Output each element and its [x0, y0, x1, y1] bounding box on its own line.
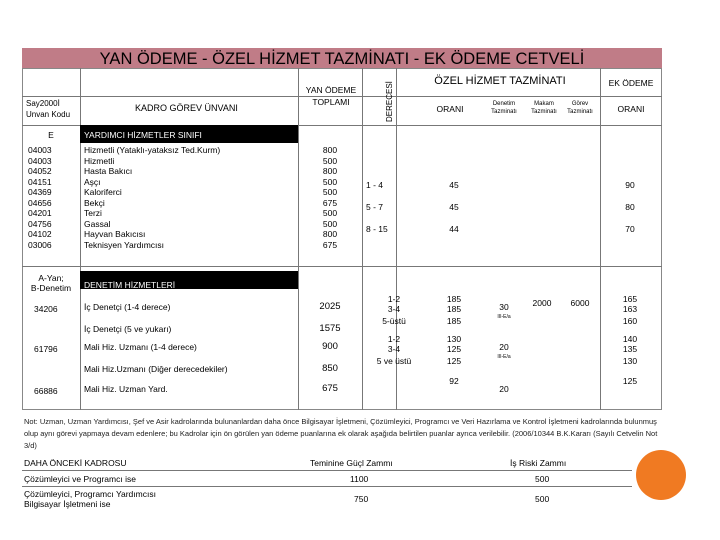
degree-header: DERECESİ — [385, 81, 394, 122]
table-cell: 44 — [449, 224, 459, 234]
table-cell: 20 — [499, 342, 509, 352]
table-cell: Hizmetli (Yataklı-yataksız Ted.Kurm) — [84, 145, 221, 155]
table-cell: III-E/a — [497, 354, 511, 360]
table-cell: 04756 — [28, 218, 52, 229]
table-cell: 2000 — [532, 298, 552, 308]
table-cell: 04003 — [28, 145, 52, 155]
section-code: A-Yan; B-Denetim — [30, 273, 72, 293]
table-cell: Teknisyen Yardımcısı — [84, 239, 164, 250]
table-cell: 90 — [625, 180, 635, 190]
table-cell: 160 — [622, 316, 638, 326]
bottom-header: DAHA ÖNCEKİ KADROSU — [24, 458, 127, 468]
decorative-circle — [636, 450, 686, 500]
table-cell: 04102 — [28, 229, 52, 239]
section-title: YARDIMCI HİZMETLER SINIFI — [84, 130, 202, 140]
table-cell: İç Denetçi (1-4 derece) — [84, 302, 171, 312]
table-cell: 8 - 15 — [366, 224, 388, 234]
table-cell: Hasta Bakıcı — [84, 166, 133, 176]
table-cell: 800 — [322, 229, 338, 239]
table-cell: 45 — [449, 180, 459, 190]
col-divider — [80, 68, 81, 410]
bottom-divider — [22, 470, 632, 471]
table-cell: 04369 — [28, 187, 52, 197]
bottom-row-value: 1100 — [350, 474, 369, 484]
table-cell: 1-2 3-4 — [387, 294, 401, 314]
table-cell: Hayvan Bakıcısı — [84, 229, 146, 239]
bottom-divider — [22, 486, 632, 487]
table-cell: 04201 — [28, 208, 52, 218]
extra-header: EK ÖDEME — [608, 78, 654, 88]
page-title: YAN ÖDEME - ÖZEL HİZMET TAZMİNATI - EK ÖDEME CETVELİ — [99, 50, 585, 68]
section-divider — [22, 266, 662, 267]
sub3-header: Görev Tazminatı — [567, 101, 593, 115]
table-cell: 675 — [322, 239, 338, 250]
table-cell: Hizmetli — [84, 155, 115, 166]
table-cell: 130 125 — [446, 334, 462, 354]
table-cell: Terzi — [84, 208, 102, 218]
table-cell: Mali Hiz. Uzman Yard. — [84, 384, 168, 394]
table-cell: 125 — [622, 376, 638, 386]
table-cell: 675 — [322, 197, 338, 208]
table-cell: 130 — [622, 356, 638, 366]
bottom-row-value: 500 — [535, 474, 550, 484]
bottom-header: İş Riski Zammı — [510, 458, 567, 468]
bottom-row-value: 500 — [535, 494, 550, 504]
table-cell: 04151 — [28, 176, 52, 187]
table-cell: 800 — [322, 166, 338, 176]
table-cell: 80 — [625, 202, 635, 212]
table-cell: 500 — [322, 176, 338, 187]
code-header: Say2000İ Unvan Kodu — [26, 99, 71, 119]
table-cell: 125 — [446, 356, 462, 366]
table-cell: 70 — [625, 224, 635, 234]
table-cell: Kaloriferci — [84, 187, 122, 197]
table-cell: 30 — [499, 302, 509, 312]
table-cell: Gassal — [84, 218, 111, 229]
table-cell: Aşçı — [84, 176, 101, 187]
section-code: E — [48, 130, 54, 140]
table-cell: 04656 — [28, 197, 52, 208]
table-cell: 900 — [322, 341, 338, 352]
footnote: Not: Uzman, Uzman Yardımcısı, Şef ve Asir kadrolarında bulunanlardan daha önce Bilgisayar İşletmeni, Çözümleyici, Programcı ve Veri Hazırlama ve Kontrol İşletmeni kadrolarında bulunmuş olup aynı görevi yapmaya devam edenlere; bu Kadrolar için ön görülen yan ödeme puanlarına ek olarak aşağıda belirtilen puanlar ayrıca verilebilir. (2006/10344 B.K.Kararı (Sayılı Cetvelin Not 3/d) — [24, 417, 658, 450]
section-title: DENETİM HİZMETLERİ — [84, 280, 176, 290]
special-header: ÖZEL HİZMET TAZMİNATI — [434, 75, 566, 87]
table-cell: 140 135 — [622, 334, 638, 354]
table-cell: 45 — [449, 202, 459, 212]
table-cell: 34206 — [34, 304, 58, 314]
table-cell: İç Denetçi (5 ve yukarı) — [84, 324, 172, 334]
table-cell: 5 - 7 — [366, 202, 384, 212]
table-cell: 1575 — [319, 323, 341, 334]
table-cell: III-E/a — [497, 314, 511, 320]
table-cell: 1 - 4 — [366, 180, 384, 190]
table-cell: 675 — [322, 383, 338, 394]
table-cell: 500 — [322, 218, 338, 229]
table-cell: 5-üstü — [382, 316, 406, 326]
table-cell: 185 — [446, 316, 462, 326]
bottom-header: Teminine Güçl Zammı — [310, 458, 393, 468]
table-cell: 165 163 — [622, 294, 638, 314]
table-cell: 2025 — [319, 301, 341, 312]
table-cell: 1-2 3-4 — [387, 334, 401, 354]
table-cell: 850 — [322, 363, 338, 374]
table-cell: Mali Hiz. Uzmanı (1-4 derece) — [84, 342, 197, 352]
bottom-row-name: Çözümleyici, Programcı Yardımcısı Bilgisayar İşletmeni ise — [24, 489, 156, 509]
table-cell: 03006 — [28, 239, 52, 250]
total-header: YAN ÖDEME TOPLAMI — [305, 85, 357, 107]
table-cell: 500 — [322, 208, 338, 218]
table-cell: 04003 — [28, 155, 52, 166]
table-cell: 500 — [322, 187, 338, 197]
table-cell: 04052 — [28, 166, 52, 176]
table-cell: Mali Hiz.Uzmanı (Diğer derecedekiler) — [84, 364, 228, 374]
table-cell: 20 — [499, 384, 509, 394]
title-header: KADRO GÖREV ÜNVANI — [135, 103, 238, 113]
table-cell: 66886 — [34, 386, 58, 396]
table-cell: 185 185 — [446, 294, 462, 314]
bottom-row-name: Çözümleyici ve Programcı ise — [24, 474, 136, 484]
table-cell: 92 — [449, 376, 459, 386]
table-cell: 500 — [322, 155, 338, 166]
extra-rate-header: ORANI — [617, 104, 645, 114]
sub2-header: Makam Tazminatı — [531, 101, 557, 115]
table-cell: 5 ve üstü — [376, 356, 412, 366]
rate-header: ORANI — [436, 104, 464, 114]
table-cell: 6000 — [570, 298, 590, 308]
table-cell: 61796 — [34, 344, 58, 354]
bottom-row-value: 750 — [354, 494, 369, 504]
table-cell: Bekçi — [84, 197, 105, 208]
table-cell: 800 — [322, 145, 338, 155]
sub1-header: Denetim Tazminatı — [491, 101, 517, 115]
